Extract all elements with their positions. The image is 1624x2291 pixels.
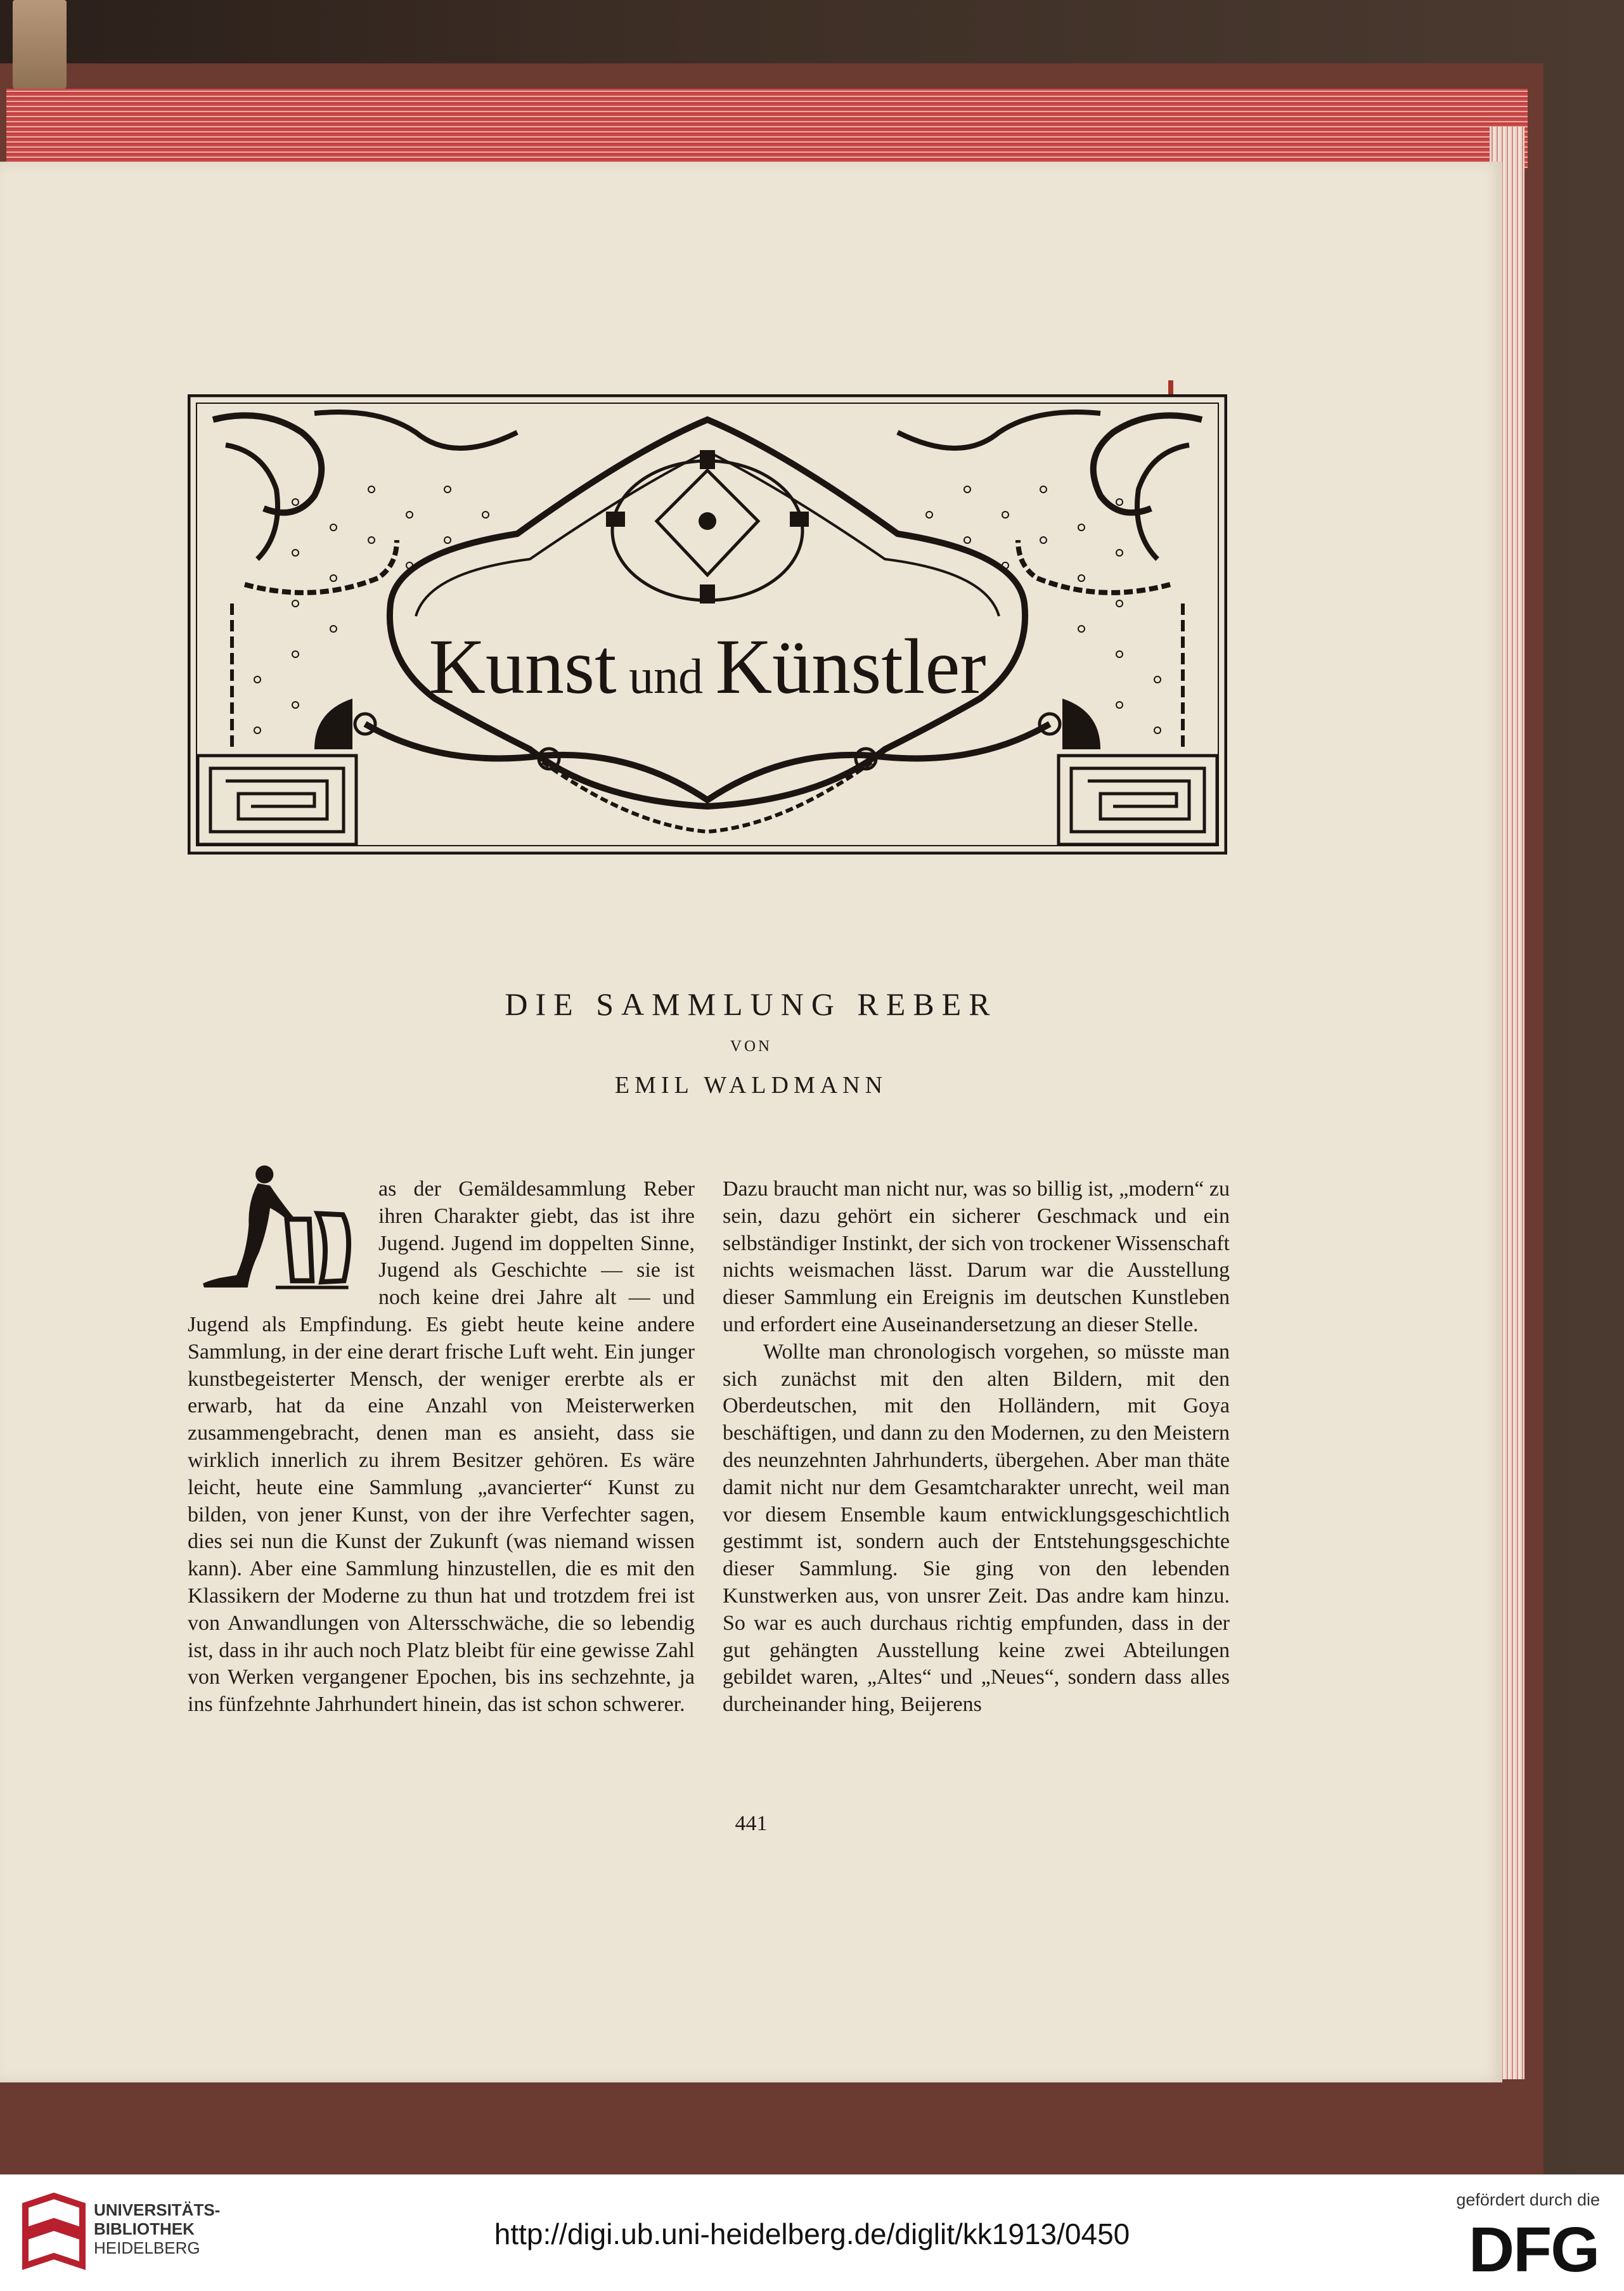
header-title-und: und xyxy=(629,649,704,704)
text-column-left xyxy=(188,1176,695,1719)
header-title-kuenstler: Künstler xyxy=(715,623,986,710)
sponsor-note: gefördert durch die xyxy=(1456,2190,1600,2209)
initial-w-illustration xyxy=(186,1163,373,1292)
library-line-3: HEIDELBERG xyxy=(94,2238,200,2257)
text-column-right xyxy=(723,1176,1230,1719)
red-mark xyxy=(1168,380,1173,394)
source-url-link[interactable]: http://digi.ub.uni-heidelberg.de/diglit/kk1913/0450 xyxy=(494,2217,1130,2250)
binding-tape xyxy=(13,0,67,89)
footer-bar xyxy=(0,2174,1624,2291)
header-title xyxy=(188,623,1227,710)
library-line-2: BIBLIOTHEK xyxy=(94,2219,195,2238)
paragraph-left-1: as der Gemäldesammlung Reber ihren Charakter giebt, das ist ihre Jugend. Jugend im doppelten Sinne, Jugend als Geschichte — sie ist noch keine drei Jahre alt — und Jugend als Empfindung. Es giebt heute keine andere Sammlung, in der eine derart frische Luft weht. Ein junger kunstbegeisterter Mensch, der weniger ererbte als er erwarb, hat da eine Anzahl von Meisterwerken zusammengebracht, denen man es ansieht, dass sie wirklich innerlich zu ihrem Besitzer gehören. Es wäre leicht, heute eine Sammlung „avancierter“ Kunst zu bilden, von jener Kunst, von der ihre Verfechter sagen, dies sei nun die Kunst der Zukunft (was niemand wissen kann). Aber eine Sammlung hinzustellen, die es mit den Klassikern der Moderne zu thun hat und trotzdem frei ist von Anwandlungen von Altersschwäche, die so lebendig ist, dass in ihr auch noch Platz bleibt für eine gewisse Zahl von Werken vergangener Epochen, bis ins sechzehnte, ja ins fünfzehnte Jahrhundert hinein, das ist schon schwerer. xyxy=(188,1177,695,1717)
byline-von: VON xyxy=(730,1038,773,1055)
article-author: EMIL WALDMANN xyxy=(614,1072,888,1099)
page-number: 441 xyxy=(735,1812,768,1835)
dfg-logo: DFG xyxy=(1468,2214,1599,2285)
header-title-kunst: Kunst xyxy=(429,623,617,710)
article-title: DIE SAMMLUNG REBER xyxy=(505,986,998,1022)
paragraph-right-2: Wollte man chronologisch vorgehen, so müsste man sich zunächst mit den alten Bildern, mit den Oberdeutschen, mit den Holländern, mit Goya beschäftigen, und dann zu den Modernen, zu den Meistern des neunzehnten Jahrhunderts, übergehen. Aber man thäte damit nicht nur dem Gesamtcharakter unrecht, weil man vor diesem Ensemble kaum entwicklungsgeschichtlich gestimmt ist, sondern auch der Entstehungsgeschichte dieser Sammlung. Sie ging von den lebenden Kunstwerken aus, von unsrer Zeit. Das andre kam hinzu. So war es auch durchaus richtig empfunden, dass in der gut gehängten Ausstellung keine zwei Abteilungen gebildet waren, „Altes“ und „Neues“, sondern dass alles durcheinander hing, Beijerens xyxy=(723,1339,1230,1717)
header-ornament xyxy=(188,394,1227,855)
library-line-1: UNIVERSITÄTS- xyxy=(94,2200,221,2219)
page-edge-top xyxy=(6,89,1528,168)
paragraph-right-1: Dazu braucht man nicht nur, was so billig ist, „modern“ zu sein, dazu gehört ein sicherer Geschmack und ein selbständiger Instinkt, der sich von trockener Wissenschaft nichts weismachen lässt. Darum war die Ausstellung dieser Sammlung ein Ereignis im deutschen Kunstleben und erfordert eine Auseinandersetzung an dieser Stelle. xyxy=(723,1177,1230,1336)
